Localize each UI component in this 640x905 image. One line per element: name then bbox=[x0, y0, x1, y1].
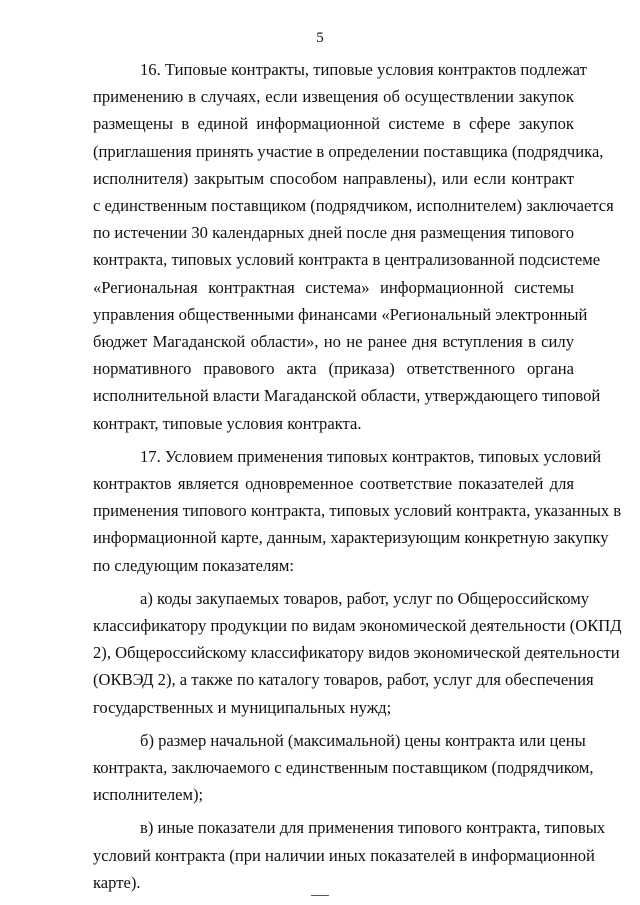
paragraph-17-c bbox=[93, 814, 606, 896]
paragraph-17 bbox=[93, 443, 622, 579]
text-line: контракта, типовых условий контракта в централизованной подсистеме bbox=[93, 250, 601, 270]
paragraph-17-a bbox=[93, 585, 622, 721]
text-line: в) иные показатели для применения типового контракта, типовых bbox=[140, 818, 606, 838]
text-line: с единственным поставщиком (подрядчиком, исполнителем) заключается bbox=[93, 196, 614, 216]
text-line: 2), Общероссийскому классификатору видов экономической деятельности bbox=[93, 643, 620, 663]
text-line: по истечении 30 календарных дней после дня размещения типового bbox=[93, 223, 574, 243]
text-line: контракта, заключаемого с единственным поставщиком (подрядчиком, bbox=[93, 758, 594, 778]
text-line: информационной карте, данным, характеризующим конкретную закупку bbox=[93, 528, 609, 548]
text-line: по следующим показателям: bbox=[93, 555, 295, 575]
text-line: классификатору продукции по видам экономической деятельности (ОКПД bbox=[93, 616, 622, 636]
text-line: нормативного правового акта (приказа) ответственного органа bbox=[93, 359, 574, 379]
text-line: (приглашения принять участие в определении поставщика (подрядчика, bbox=[93, 141, 604, 161]
text-line: контракт, типовые условия контракта. bbox=[93, 413, 362, 433]
text-line: применения типового контракта, типовых условий контракта, указанных в bbox=[93, 501, 622, 521]
paragraph-17-b bbox=[93, 727, 594, 809]
text-line: исполнителем); bbox=[93, 785, 204, 805]
text-line: «Региональная контрактная система» информационной системы bbox=[93, 277, 574, 297]
paragraph-16 bbox=[93, 56, 614, 437]
text-line: государственных и муниципальных нужд; bbox=[93, 697, 392, 717]
text-line: 17. Условием применения типовых контрактов, типовых условий bbox=[140, 446, 602, 466]
text-line: (ОКВЭД 2), а также по каталогу товаров, работ, услуг для обеспечения bbox=[93, 670, 594, 690]
text-line: бюджет Магаданской области», но не ранее дня вступления в силу bbox=[93, 332, 574, 352]
text-line: карте). bbox=[93, 872, 141, 892]
text-line: контрактов является одновременное соответствие показателей для bbox=[93, 474, 574, 494]
text-line: 16. Типовые контракты, типовые условия контрактов подлежат bbox=[140, 60, 587, 79]
text-line: размещены в единой информационной системе в сфере закупок bbox=[93, 114, 574, 134]
text-line: исполнителя) закрытым способом направлены), или если контракт bbox=[93, 168, 574, 188]
document-body bbox=[93, 56, 622, 896]
text-line: исполнительной власти Магаданской области, утверждающего типовой bbox=[93, 386, 601, 406]
page-number: 5 bbox=[316, 30, 324, 46]
text-line: применению в случаях, если извещения об осуществлении закупок bbox=[93, 87, 574, 107]
text-line: б) размер начальной (максимальной) цены контракта или цены bbox=[140, 730, 586, 750]
footer-rule bbox=[311, 895, 329, 896]
text-line: условий контракта (при наличии иных показателей в информационной bbox=[93, 845, 595, 865]
text-line: а) коды закупаемых товаров, работ, услуг по Общероссийскому bbox=[140, 588, 590, 608]
text-line: управления общественными финансами «Региональный электронный bbox=[93, 304, 588, 324]
